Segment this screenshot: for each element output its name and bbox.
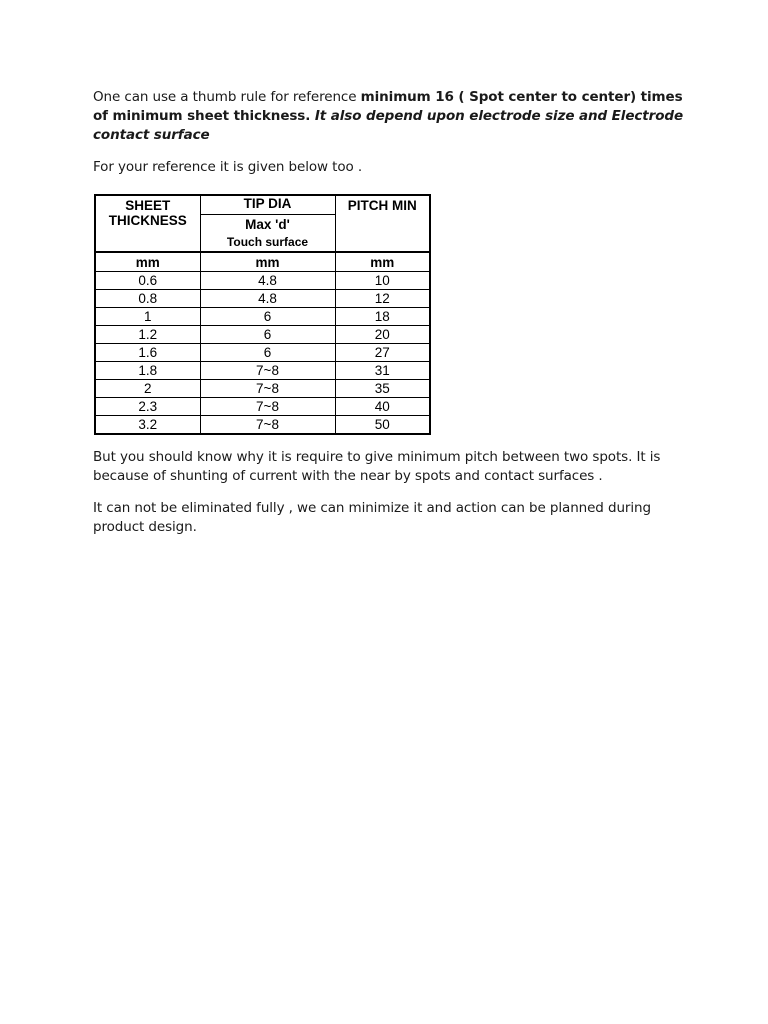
pitch-cell: 40	[335, 398, 430, 416]
table-row	[95, 380, 430, 398]
thickness-cell: 1.6	[95, 344, 200, 362]
table-units-row	[95, 252, 430, 272]
table-header-row	[95, 195, 430, 215]
header-max-d: Max 'd'	[245, 217, 290, 232]
header-thickness-label: THICKNESS	[108, 213, 187, 228]
tip-dia-cell: 6	[200, 326, 335, 344]
intro-bold-italic-note: It also depend upon electrode size and Electrode contact surface	[93, 108, 683, 143]
thickness-cell: 2	[95, 380, 200, 398]
intro-lead: One can use a thumb rule for reference	[93, 89, 361, 105]
intro-paragraph	[93, 88, 683, 145]
intro-bold-rule: minimum 16 ( Spot center to center) times of minimum sheet thickness.	[93, 89, 683, 124]
header-tip-dia: TIP DIA	[200, 195, 335, 215]
tip-dia-cell: 4.8	[200, 272, 335, 290]
unit-cell: mm	[335, 252, 430, 272]
table-row	[95, 362, 430, 380]
table-row	[95, 308, 430, 326]
table-row	[95, 272, 430, 290]
thickness-cell: 3.2	[95, 416, 200, 435]
reference-line: For your reference it is given below too .	[93, 159, 363, 175]
table-row	[95, 326, 430, 344]
table-row	[95, 290, 430, 308]
pitch-cell: 50	[335, 416, 430, 435]
pitch-table	[94, 194, 431, 435]
table-row	[95, 344, 430, 362]
thickness-cell: 1.2	[95, 326, 200, 344]
pitch-cell: 35	[335, 380, 430, 398]
thickness-cell: 1.8	[95, 362, 200, 380]
thickness-cell: 2.3	[95, 398, 200, 416]
tip-dia-cell: 4.8	[200, 290, 335, 308]
pitch-cell: 31	[335, 362, 430, 380]
tip-dia-cell: 6	[200, 344, 335, 362]
thickness-cell: 0.8	[95, 290, 200, 308]
header-pitch-min: PITCH MIN	[335, 195, 430, 252]
pitch-cell: 12	[335, 290, 430, 308]
unit-cell: mm	[95, 252, 200, 272]
header-sheet-label: SHEET	[125, 198, 171, 213]
pitch-cell: 27	[335, 344, 430, 362]
header-tip-dia-detail	[200, 215, 335, 253]
tip-dia-cell: 7~8	[200, 398, 335, 416]
tip-dia-cell: 7~8	[200, 362, 335, 380]
header-sheet-thickness	[95, 195, 200, 252]
pitch-cell: 10	[335, 272, 430, 290]
tip-dia-cell: 6	[200, 308, 335, 326]
thickness-cell: 1	[95, 308, 200, 326]
table-row	[95, 416, 430, 435]
thickness-cell: 0.6	[95, 272, 200, 290]
pitch-cell: 18	[335, 308, 430, 326]
header-touch-surface: Touch surface	[226, 235, 309, 249]
design-paragraph: It can not be eliminated fully , we can minimize it and action can be planned during product design.	[93, 500, 651, 535]
tip-dia-cell: 7~8	[200, 380, 335, 398]
shunting-paragraph: But you should know why it is require to give minimum pitch between two spots. It is because of shunting of current with the near by spots and contact surfaces .	[93, 449, 661, 484]
table-row	[95, 398, 430, 416]
pitch-cell: 20	[335, 326, 430, 344]
document-page	[93, 88, 683, 537]
tip-dia-cell: 7~8	[200, 416, 335, 435]
unit-cell: mm	[200, 252, 335, 272]
